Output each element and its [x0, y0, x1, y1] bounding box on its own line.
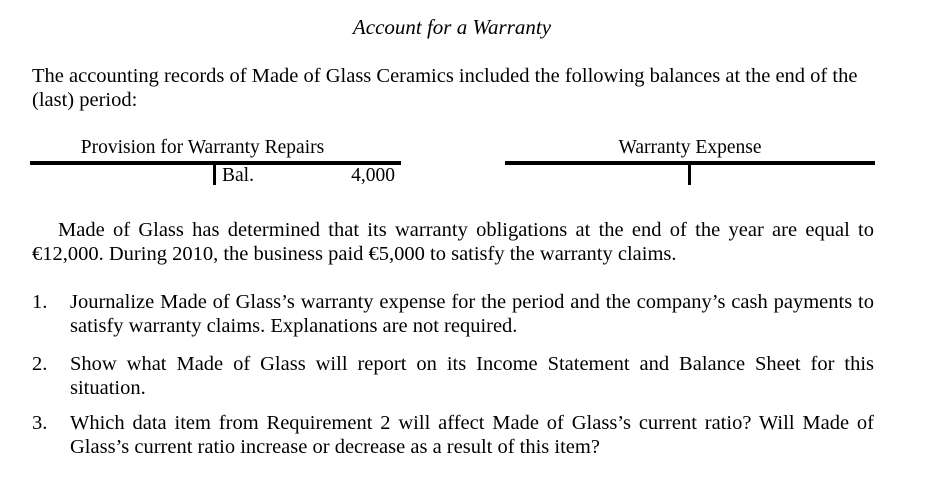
t-account-provision-warranty-repairs	[30, 136, 401, 188]
requirement-number: 3.	[32, 412, 48, 434]
requirement-text: Show what Made of Glass will report on its Income Statement and Balance Sheet for this situation.	[70, 353, 874, 399]
requirement-item	[32, 411, 874, 459]
t-account-title: Warranty Expense	[618, 137, 762, 158]
t-account-title: Provision for Warranty Repairs	[80, 137, 325, 158]
requirement-text: Journalize Made of Glass’s warranty expense for the period and the company’s cash payments to satisfy warranty claims. Explanations are not required.	[70, 291, 874, 337]
page-title: Account for a Warranty	[352, 15, 552, 39]
requirement-number: 1.	[32, 291, 48, 313]
intro-paragraph: The accounting records of Made of Glass Ceramics included the following balances at the end of the (last) period:	[32, 65, 858, 111]
requirement-number: 2.	[32, 353, 48, 375]
balance-label: Bal.	[222, 165, 254, 186]
t-account-divider	[688, 163, 691, 185]
t-account-warranty-expense	[505, 136, 875, 188]
facts-paragraph: Made of Glass has determined that its warranty obligations at the end of the year are equal to €12,000. During 2010, the business paid €5,000 to satisfy the warranty claims.	[32, 219, 874, 265]
t-account-divider	[213, 163, 216, 185]
requirement-text: Which data item from Requirement 2 will affect Made of Glass’s current ratio? Will Made of Glass’s current ratio increase or decrease as a result of this item?	[70, 412, 874, 458]
requirement-item	[32, 352, 874, 400]
requirement-item	[32, 290, 874, 338]
balance-value: 4,000	[351, 165, 395, 186]
